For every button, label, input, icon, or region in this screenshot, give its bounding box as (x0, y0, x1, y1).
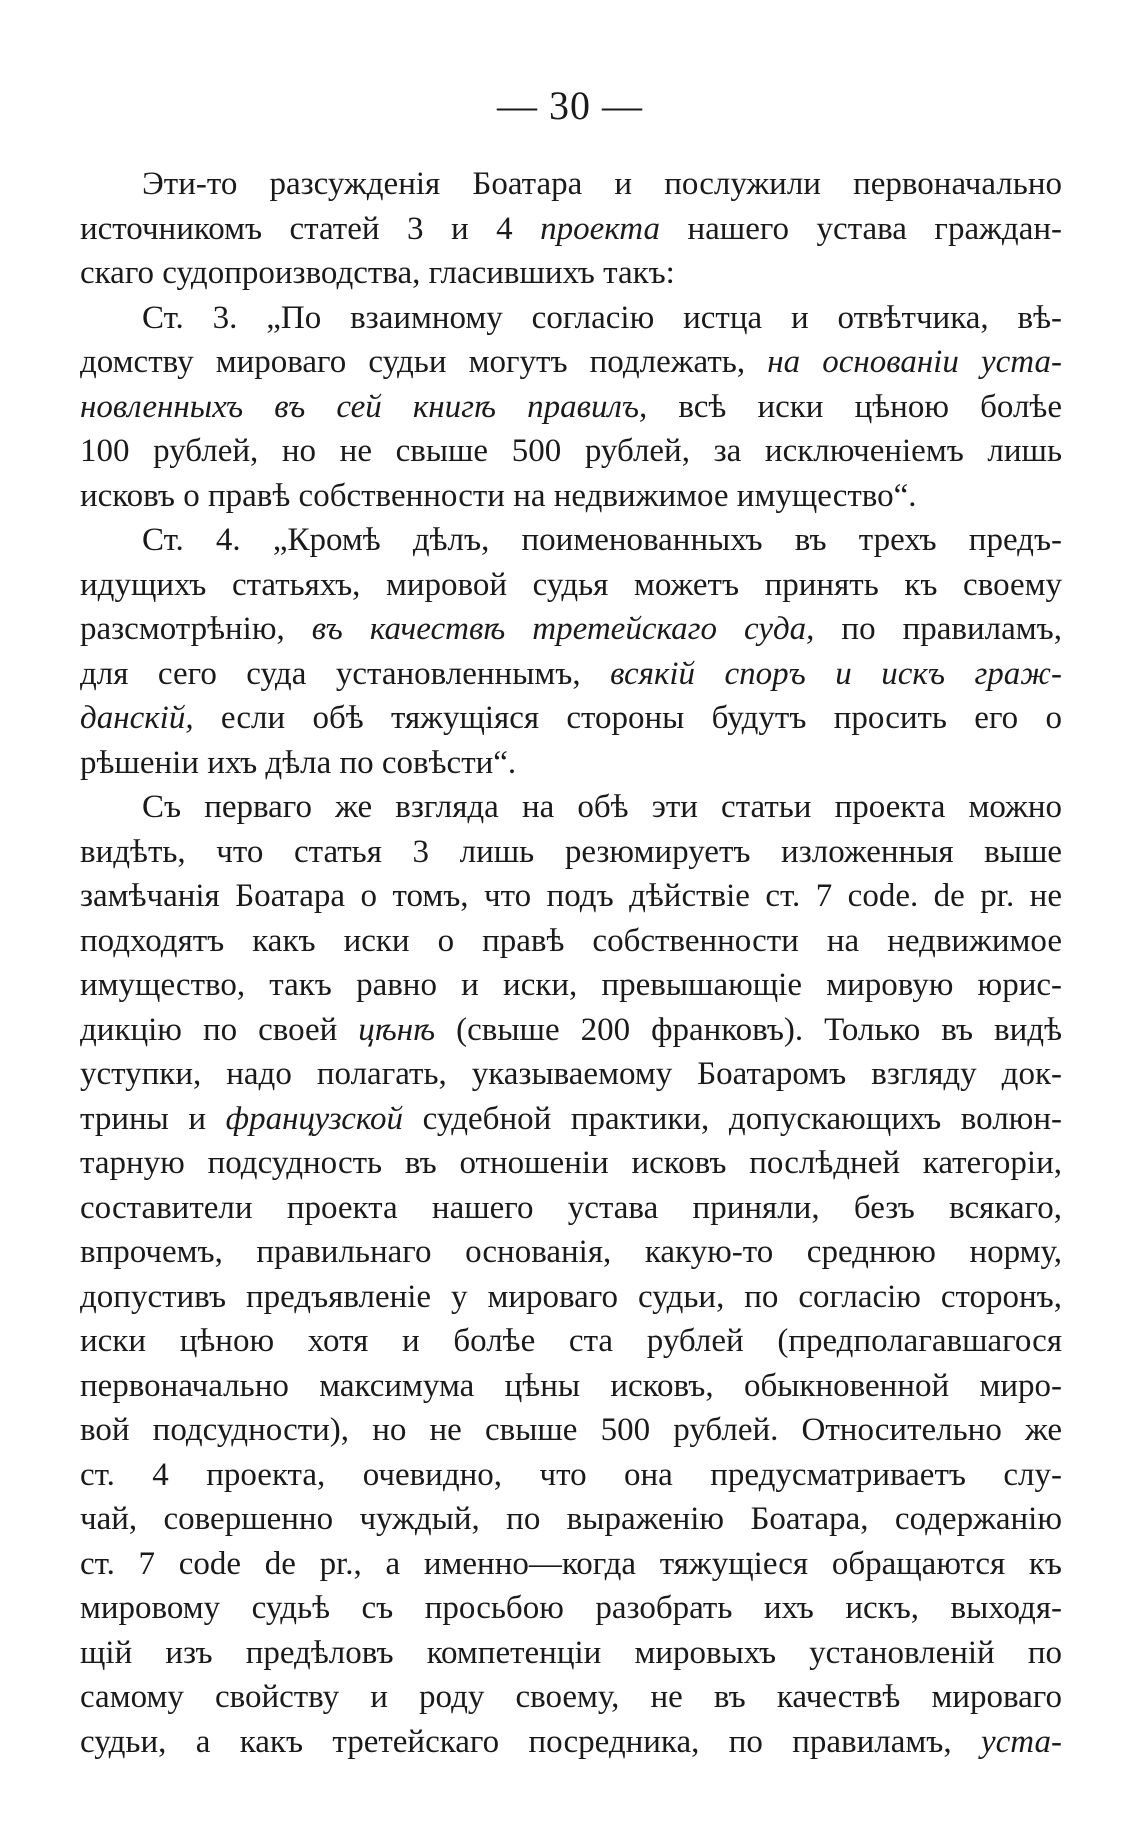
text-line (80, 1720, 1062, 1765)
italic-text-segment: французской (225, 1100, 404, 1137)
text-line (80, 1319, 1062, 1364)
text-segment: дикцію по своей (80, 1011, 359, 1048)
text-segment: иски цѣною хотя и болѣе ста рублей (предполагавшагося (80, 1323, 1062, 1359)
text-segment: Эти-то разсужденія Боатара и послужили первоначально (142, 166, 1062, 202)
text-line (80, 429, 1062, 474)
text-segment: Съ перваго же взгляда на обѣ эти статьи проекта можно (142, 789, 1062, 825)
text-segment: подходятъ какъ иски о правѣ собственности на недвижимое (80, 922, 1062, 959)
text-segment: видѣть, что статья 3 лишь резюмируетъ изложенныя выше (80, 833, 1062, 870)
text-segment: самому свойству и роду своему, не въ качествѣ мироваго (80, 1679, 1062, 1715)
italic-text-segment: цѣнѣ (358, 1011, 436, 1048)
text-line (80, 1186, 1062, 1231)
text-segment: первоначально максимума цѣны исковъ, обыкновенной миро- (80, 1367, 1062, 1404)
text-line (80, 1230, 1062, 1275)
text-line (80, 385, 1062, 430)
text-segment: трины и (80, 1100, 226, 1137)
page-number: — 30 — (497, 83, 643, 128)
text-segment: составители проекта нашего устава приняли, безъ всякаго, (80, 1189, 1062, 1226)
text-line (80, 1275, 1062, 1320)
text-line (80, 563, 1062, 608)
text-segment: замѣчанія Боатара о томъ, что подъ дѣйствіе ст. 7 code. de pr. не (80, 878, 1062, 914)
text-line (80, 1408, 1062, 1453)
text-segment: допустивъ предъявленіе у мироваго судьи, по согласію сторонъ, (80, 1278, 1062, 1315)
text-line (80, 607, 1062, 652)
text-segment: Ст. 3. „По взаимному согласію истца и отвѣтчика, вѣ- (142, 299, 1062, 336)
italic-text-segment: проекта (540, 210, 660, 247)
text-line (80, 1364, 1062, 1409)
text-segment: впрочемъ, правильнаго основанія, какую-то среднюю норму, (80, 1234, 1062, 1270)
text-segment: разсмотрѣнію, (80, 611, 312, 647)
body-text (80, 162, 1062, 1764)
text-line (80, 741, 1062, 786)
text-line (80, 1542, 1062, 1587)
text-segment: судебной практики, допускающихъ волюн- (403, 1100, 1062, 1137)
text-line (80, 963, 1062, 1008)
text-segment: чай, совершенно чуждый, по выраженію Боатара, содержанію (80, 1501, 1062, 1537)
text-line (80, 830, 1062, 875)
text-segment: исковъ о правѣ собственности на недвижимое имущество“. (80, 477, 917, 514)
text-line (80, 1453, 1062, 1498)
text-line (80, 207, 1062, 252)
text-segment: по правиламъ, (814, 611, 1062, 647)
italic-text-segment: въ качествѣ третейскаго суда, (311, 611, 815, 647)
text-line (80, 1141, 1062, 1186)
text-segment: (свыше 200 франковъ). Только въ видѣ (435, 1011, 1062, 1048)
text-line (80, 1631, 1062, 1676)
text-line (80, 518, 1062, 563)
text-line (80, 340, 1062, 385)
text-line (80, 1586, 1062, 1631)
text-segment: всѣ иски цѣною болѣе (647, 388, 1062, 425)
text-line (80, 1097, 1062, 1142)
text-segment: вой подсудности), но не свыше 500 рублей. Относительно же (80, 1412, 1062, 1448)
text-line (80, 919, 1062, 964)
text-line (80, 296, 1062, 341)
text-line (80, 251, 1062, 296)
text-segment: Ст. 4. „Кромѣ дѣлъ, поименованныхъ въ трехъ предъ- (142, 522, 1062, 558)
text-segment: домству мироваго судьи могутъ подлежать, (80, 344, 768, 380)
text-segment: источникомъ статей 3 и 4 (80, 210, 541, 247)
text-segment: 100 рублей, но не свыше 500 рублей, за исключеніемъ лишь (80, 433, 1062, 469)
text-segment: уступки, надо полагать, указываемому Боатаромъ взгляду док- (80, 1056, 1062, 1092)
text-line (80, 874, 1062, 919)
italic-text-segment: на основаніи уста- (767, 344, 1062, 380)
text-line (80, 785, 1062, 830)
text-segment: тарную подсудность въ отношеніи исковъ послѣдней категоріи, (80, 1145, 1062, 1181)
italic-text-segment: данскій, (80, 700, 194, 736)
italic-text-segment: всякій споръ и искъ граж- (610, 655, 1062, 692)
text-segment: щій изъ предѣловъ компетенціи мировыхъ установленій по (80, 1634, 1062, 1671)
italic-text-segment: новленныхъ въ сей книгѣ правилъ, (80, 388, 648, 425)
italic-text-segment: уста- (980, 1723, 1062, 1760)
text-segment: нашего устава граждан- (660, 210, 1063, 247)
text-line (80, 1052, 1062, 1097)
text-segment: рѣшеніи ихъ дѣла по совѣсти“. (80, 744, 517, 781)
text-line (80, 162, 1062, 207)
text-segment: имущество, такъ равно и иски, превышающіе мировую юрис- (80, 967, 1062, 1003)
text-line (80, 1008, 1062, 1053)
text-line (80, 696, 1062, 741)
text-line (80, 1497, 1062, 1542)
text-segment: ст. 7 code de pr., а именно—когда тяжущіеся обращаются къ (80, 1545, 1062, 1582)
text-segment: идущихъ статьяхъ, мировой судья можетъ принять къ своему (80, 566, 1062, 603)
text-segment: если обѣ тяжущіяся стороны будутъ просить его о (193, 700, 1062, 736)
text-segment: для сего суда установленнымъ, (80, 655, 611, 692)
text-line (80, 1675, 1062, 1720)
text-segment: мировому судьѣ съ просьбою разобрать ихъ искъ, выходя- (80, 1590, 1062, 1626)
text-segment: судьи, а какъ третейскаго посредника, по правиламъ, (80, 1723, 981, 1760)
text-line (80, 652, 1062, 697)
text-segment: скаго судопроизводства, гласившихъ такъ: (80, 255, 675, 291)
text-segment: ст. 4 проекта, очевидно, что она предусматриваетъ слу- (80, 1456, 1062, 1493)
text-line (80, 474, 1062, 519)
